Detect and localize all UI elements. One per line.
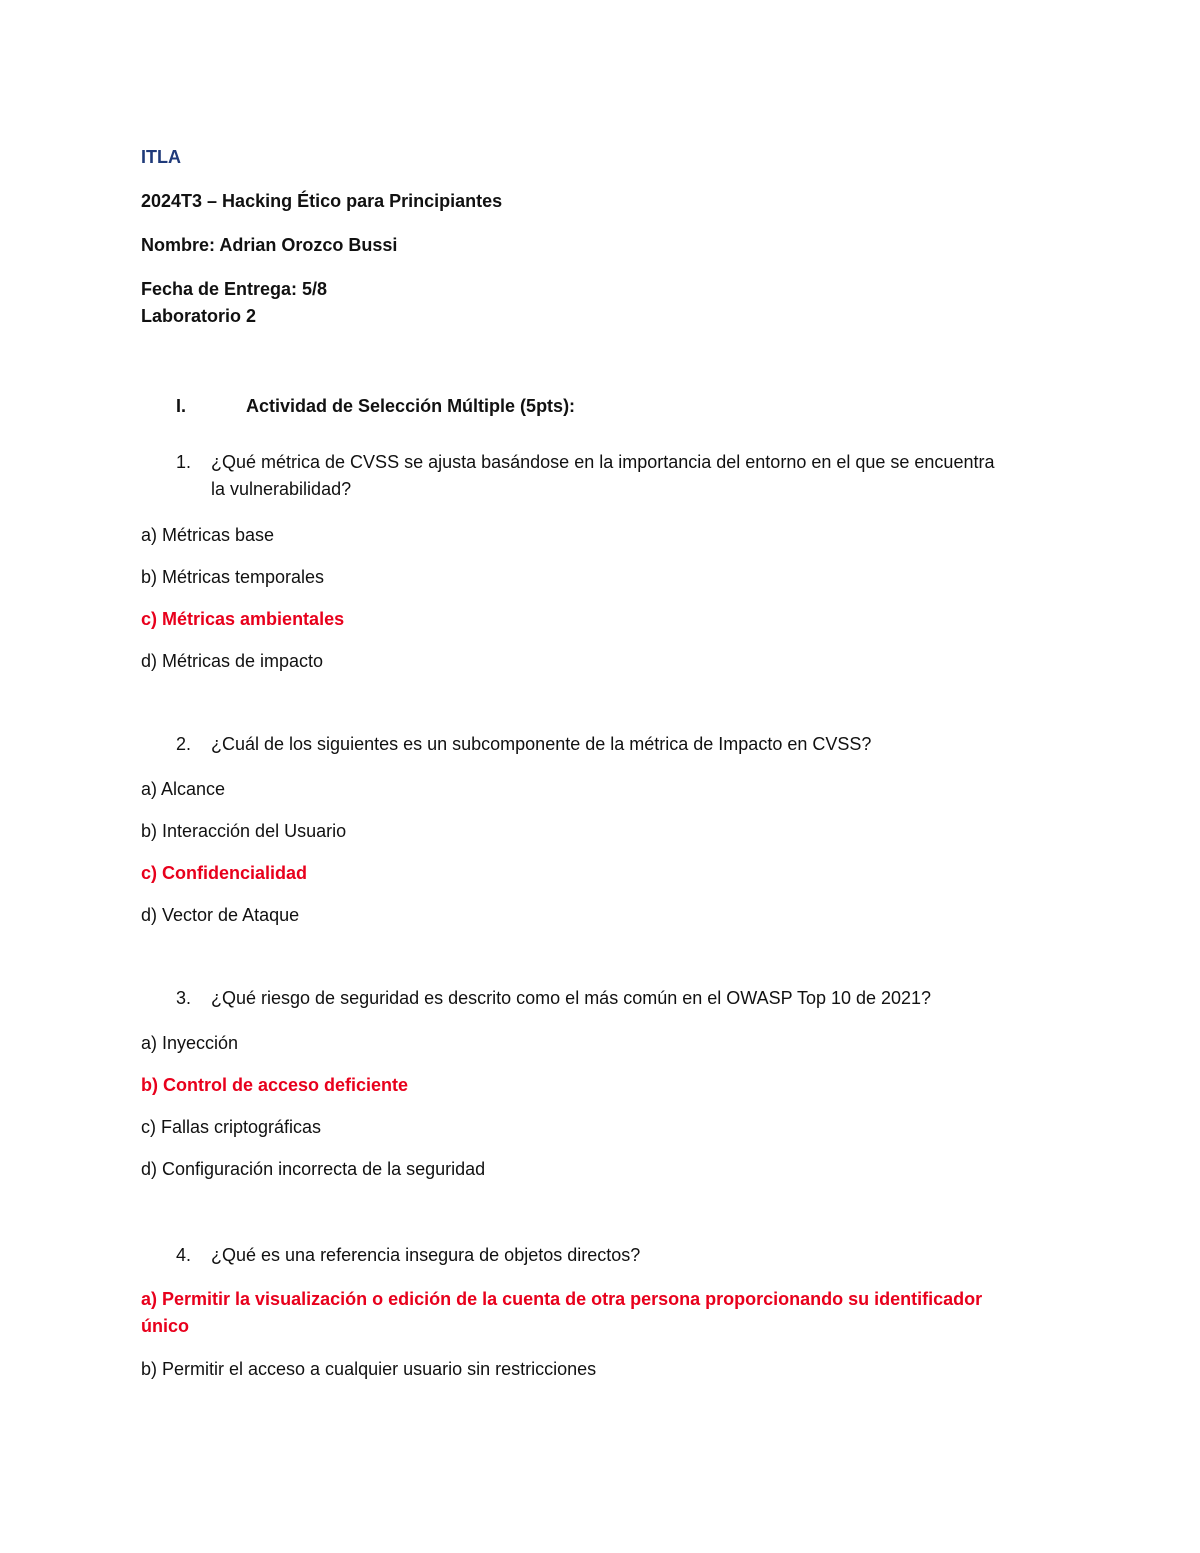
question-2-text: ¿Cuál de los siguientes es un subcomponente de la métrica de Impacto en CVSS? (211, 734, 872, 754)
question-1-number: 1. (176, 452, 192, 472)
institution-name: ITLA (141, 147, 181, 167)
due-date: Fecha de Entrega: 5/8 (141, 279, 328, 299)
question-2-number: 2. (176, 734, 192, 754)
q3-option-b-answer: b) Control de acceso deficiente (141, 1075, 409, 1095)
q2-option-c-answer: c) Confidencialidad (141, 863, 308, 883)
question-4-text: ¿Qué es una referencia insegura de objetos directos? (211, 1245, 641, 1265)
q1-option-a: a) Métricas base (141, 525, 275, 545)
question-1-text: ¿Qué métrica de CVSS se ajusta basándose en la importancia del entorno en el que se encuentra (211, 452, 995, 472)
q3-option-a: a) Inyección (141, 1033, 239, 1053)
q3-option-c: c) Fallas criptográficas (141, 1117, 322, 1137)
course-title: 2024T3 – Hacking Ético para Principiantes (141, 191, 503, 211)
question-1-text-cont: la vulnerabilidad? (211, 479, 352, 499)
q4-option-a-answer-cont: único (141, 1316, 189, 1336)
section-number: I. (176, 396, 187, 416)
q1-option-d: d) Métricas de impacto (141, 651, 324, 671)
question-3-number: 3. (176, 988, 192, 1008)
q4-option-a-answer: a) Permitir la visualización o edición de la cuenta de otra persona proporcionando su identificador (141, 1289, 983, 1309)
q1-option-c-answer: c) Métricas ambientales (141, 609, 345, 629)
q1-option-b: b) Métricas temporales (141, 567, 325, 587)
question-3-text: ¿Qué riesgo de seguridad es descrito como el más común en el OWASP Top 10 de 2021? (211, 988, 932, 1008)
student-name: Nombre: Adrian Orozco Bussi (141, 235, 398, 255)
section-title: Actividad de Selección Múltiple (5pts): (246, 396, 576, 416)
q2-option-d: d) Vector de Ataque (141, 905, 300, 925)
q2-option-b: b) Interacción del Usuario (141, 821, 347, 841)
q2-option-a: a) Alcance (141, 779, 226, 799)
q4-option-b: b) Permitir el acceso a cualquier usuario sin restricciones (141, 1359, 597, 1379)
question-4-number: 4. (176, 1245, 192, 1265)
lab-title: Laboratorio 2 (141, 306, 257, 326)
q3-option-d: d) Configuración incorrecta de la seguridad (141, 1159, 486, 1179)
